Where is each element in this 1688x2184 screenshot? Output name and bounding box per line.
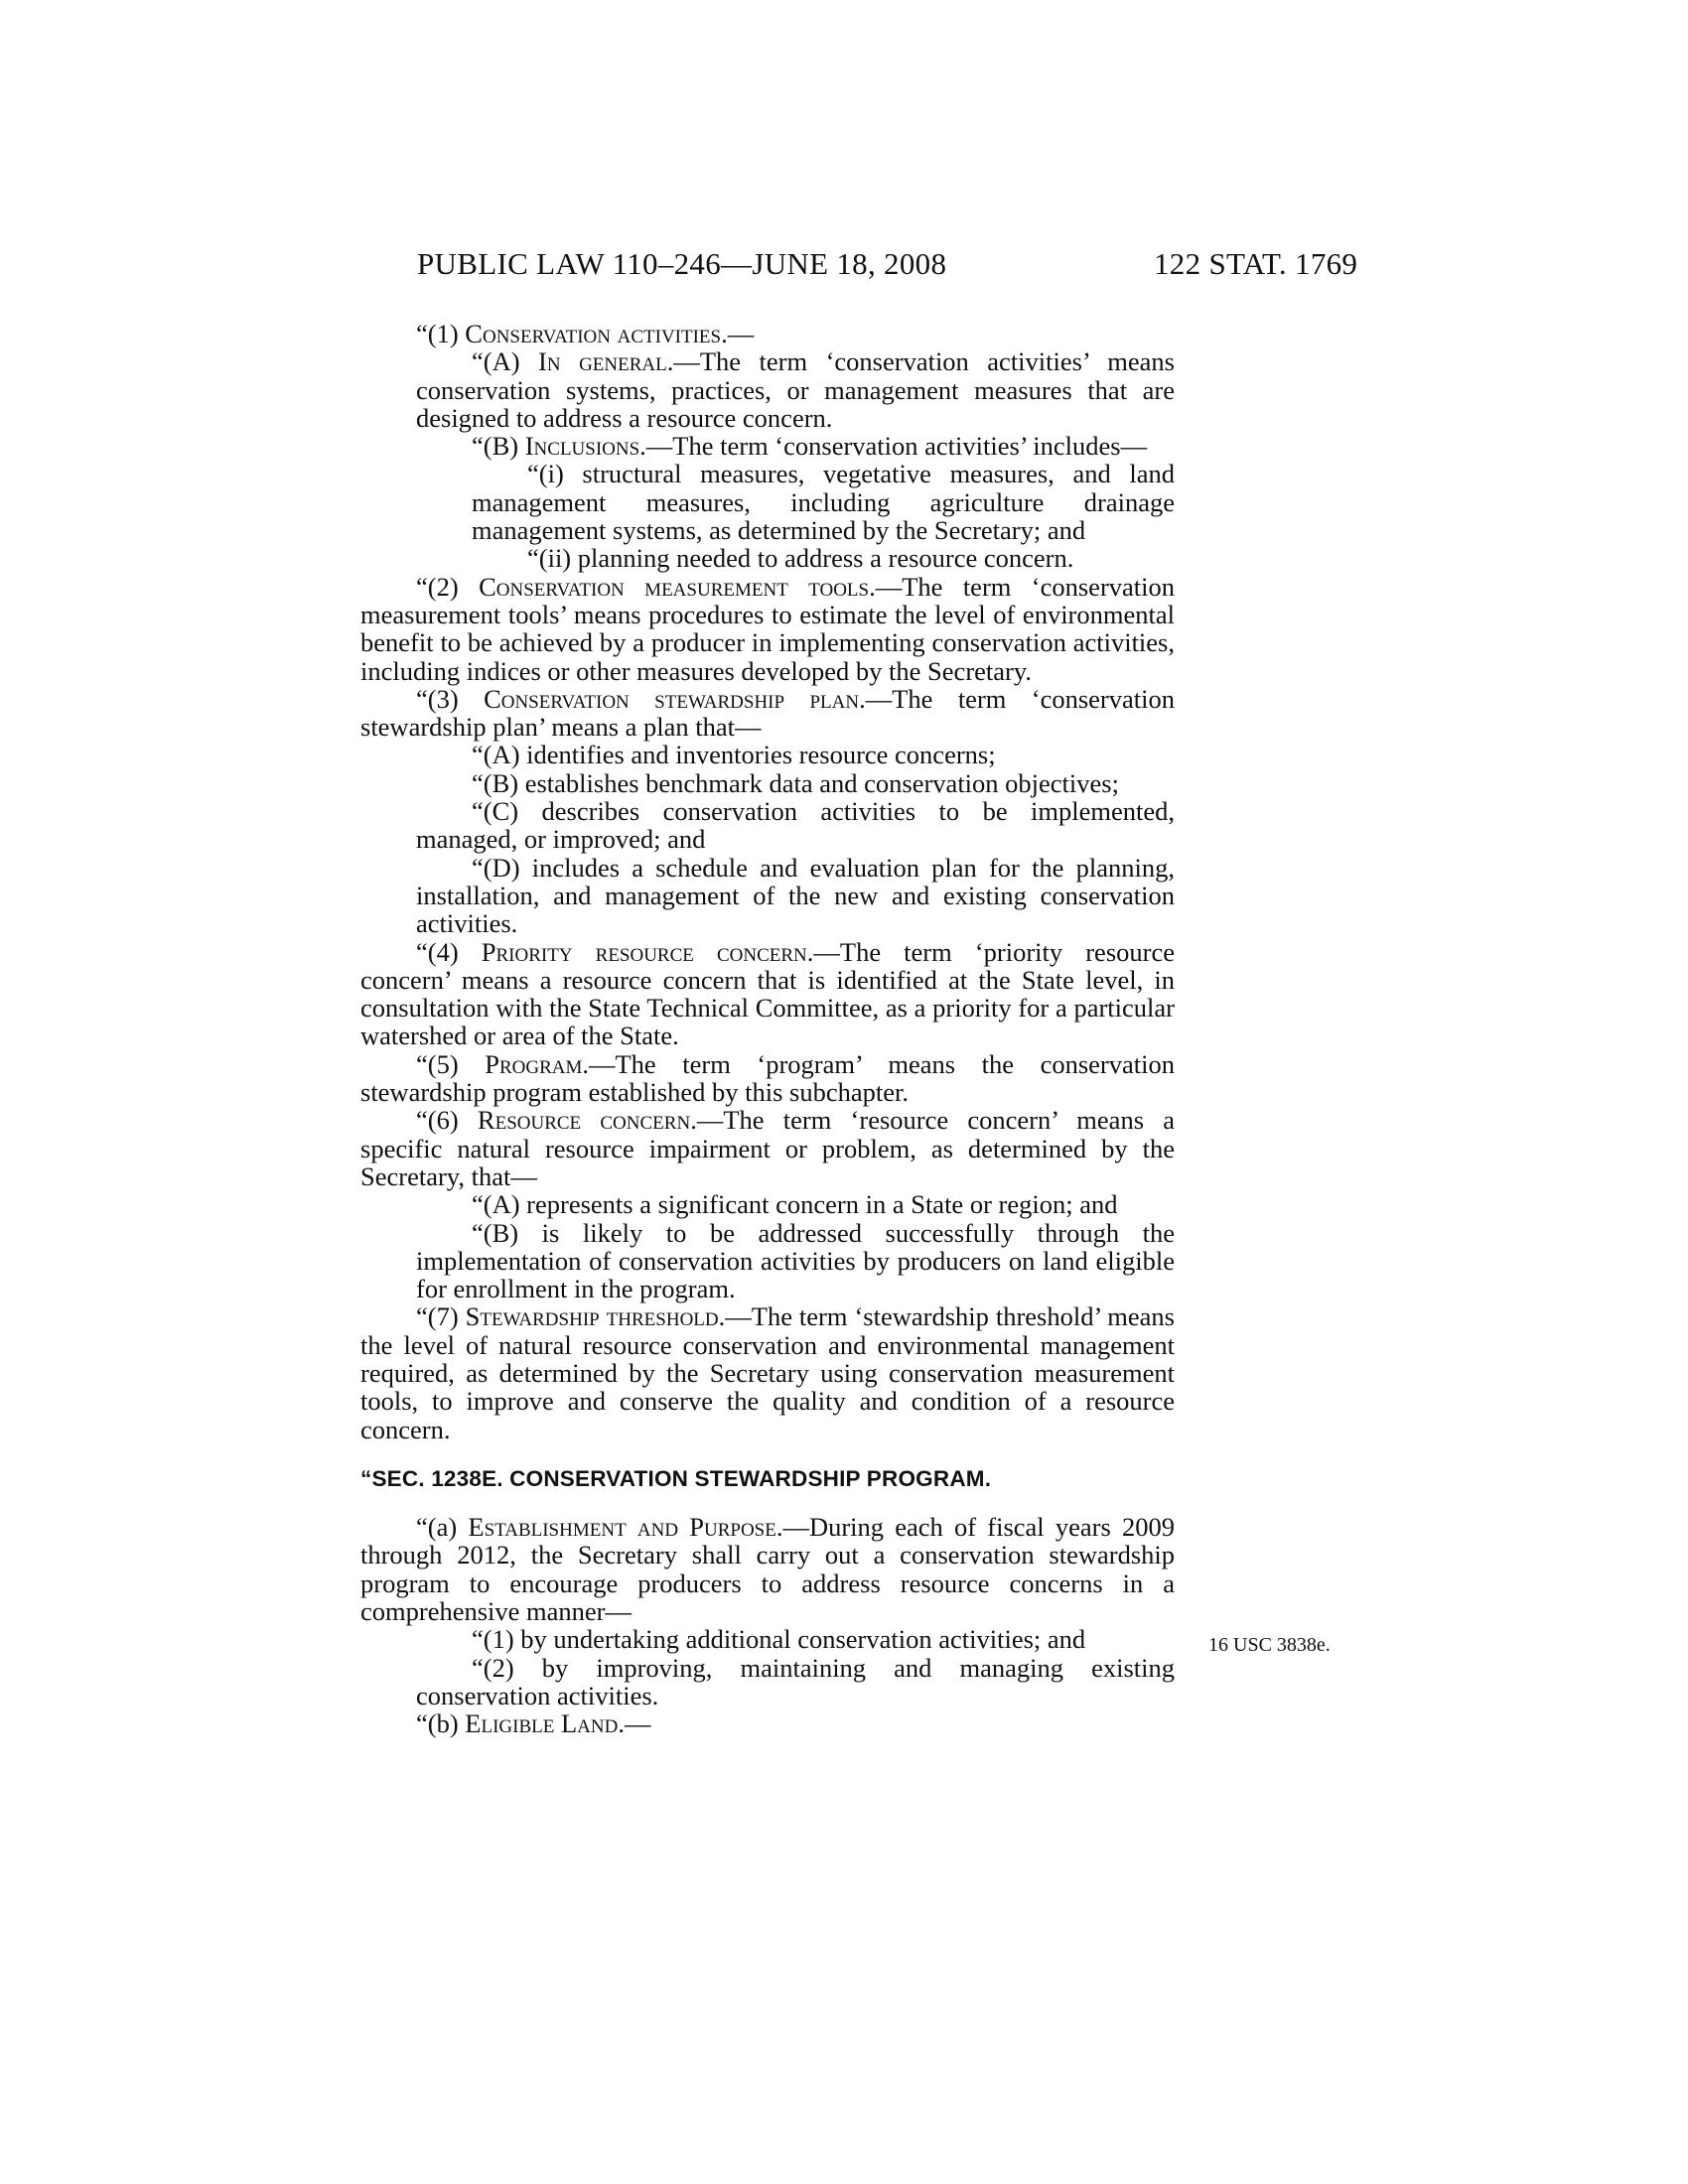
paragraph-heading: Conservation activities (465, 319, 722, 348)
paragraph-text: “(7) (416, 1301, 466, 1332)
paragraph (360, 1106, 1175, 1190)
header-stat-page: 122 STAT. 1769 (1154, 246, 1358, 281)
paragraph (360, 1709, 1175, 1737)
paragraph-text: “(b) (416, 1708, 466, 1739)
paragraph-text: .—The term ‘priority resource concern’ means a resource concern that is identified at the State level, in consultation with the State Technical Committee, as a priority for a particular watershed or area of the State. (360, 936, 1175, 1051)
paragraph (360, 1219, 1175, 1303)
paragraph (360, 544, 1175, 572)
paragraph (360, 573, 1175, 685)
paragraph-text: “(6) (416, 1105, 478, 1136)
paragraph-text: .—The term ‘conservation activities’ includes— (639, 431, 1148, 462)
paragraph (360, 854, 1175, 938)
paragraph (360, 769, 1175, 797)
paragraph (360, 432, 1175, 460)
paragraph-text: “(5) (416, 1048, 486, 1079)
paragraph (360, 1654, 1175, 1710)
margin-citation: 16 USC 3838e. (1208, 1634, 1331, 1656)
paragraph-heading: Priority resource concern (481, 936, 807, 967)
paragraph-text: “(A) identifies and inventories resource concerns; (472, 740, 996, 770)
paragraph-text: “(B) establishes benchmark data and conservation objectives; (472, 767, 1119, 798)
paragraph-text: .—The term ‘conservation measurement tools’ means procedures to estimate the level of environmental benefit to be achieved by a producer in implementing conservation activities, including indices or other measures developed by the Secretary. (360, 571, 1176, 686)
paragraph-text: “(1) by undertaking additional conservation activities; and (472, 1624, 1086, 1655)
paragraph-text: “(a) (416, 1512, 469, 1543)
paragraph-text: .— (618, 1708, 651, 1739)
paragraph (360, 460, 1175, 544)
paragraph-text: “(2) (416, 571, 480, 602)
paragraph (360, 685, 1175, 742)
page-header (0, 246, 1688, 286)
paragraph-text: .—The term ‘conservation stewardship plan’ means a plan that— (360, 683, 1175, 743)
paragraph (360, 320, 1175, 347)
paragraph (360, 938, 1175, 1050)
paragraph-text: “(A) (472, 346, 539, 377)
paragraph-heading: Inclusions (524, 431, 640, 462)
paragraph-text: “(B) is likely to be addressed successfully through the implementation of conservation activities by producers on land eligible for enrollment in the program. (416, 1217, 1175, 1304)
paragraph-text: .— (721, 319, 755, 348)
paragraph-text: .—The term ‘stewardship threshold’ means the level of natural resource conservation and environmental management required, as determined by the Secretary using conservation measurement tools, to improve and conserve the quality and condition of a resource concern. (360, 1301, 1175, 1444)
paragraph-text: “(3) (416, 683, 485, 714)
paragraph-text: .—The term ‘program’ means the conservation stewardship program established by this subchapter. (360, 1048, 1175, 1108)
paragraph-text: “(1) (416, 319, 466, 348)
paragraph-text: .—The term ‘conservation activities’ means conservation systems, practices, or management measures that are designed to address a resource concern. (416, 346, 1175, 433)
paragraph (360, 1513, 1175, 1625)
paragraph-heading: Stewardship threshold (465, 1301, 719, 1332)
paragraph-text: “(B) (472, 431, 525, 462)
paragraph (360, 1050, 1175, 1107)
header-title: PUBLIC LAW 110–246—JUNE 18, 2008 (417, 246, 947, 281)
paragraph-heading: Eligible Land (465, 1708, 619, 1739)
paragraph-text: .—The term ‘resource concern’ means a specific natural resource impairment or problem, as determined by the Secretary, that— (360, 1105, 1176, 1191)
paragraph-heading: In general (538, 346, 667, 377)
paragraph-heading: Conservation measurement tools (479, 571, 870, 602)
paragraph (360, 1625, 1175, 1653)
paragraph (360, 1302, 1175, 1442)
paragraph-text: “(i) structural measures, vegetative measures, and land management measures, including agriculture drainage management systems, as determined by the Secretary; and (472, 459, 1175, 546)
paragraph-text: “SEC. 1238E. CONSERVATION STEWARDSHIP PROGRAM. (360, 1465, 992, 1491)
paragraph-heading: Establishment and Purpose (468, 1512, 776, 1543)
paragraph (360, 797, 1175, 854)
statute-body (360, 320, 1175, 1738)
paragraph-text: “(ii) planning needed to address a resource concern. (527, 543, 1074, 574)
paragraph (360, 741, 1175, 768)
paragraph-text: “(D) includes a schedule and evaluation plan for the planning, installation, and management of the new and existing conservation activities. (416, 852, 1175, 939)
paragraph-text: “(4) (416, 936, 482, 967)
paragraph-text: “(2) by improving, maintaining and managing existing conservation activities. (416, 1652, 1175, 1710)
paragraph-text: “(A) represents a significant concern in a State or region; and (472, 1189, 1118, 1220)
paragraph (360, 347, 1175, 432)
paragraph-heading: Resource concern (477, 1105, 691, 1136)
section-heading (360, 1465, 1175, 1493)
paragraph-heading: Program (485, 1048, 583, 1079)
paragraph (360, 1190, 1175, 1218)
paragraph-heading: Conservation stewardship plan (484, 683, 860, 714)
paragraph-text: “(C) describes conservation activities to be implemented, managed, or improved; and (416, 796, 1175, 855)
paragraph-text: .—During each of fiscal years 2009 through 2012, the Secretary shall carry out a conservation stewardship program to encourage producers to address resource concerns in a comprehensive manner— (360, 1512, 1175, 1627)
